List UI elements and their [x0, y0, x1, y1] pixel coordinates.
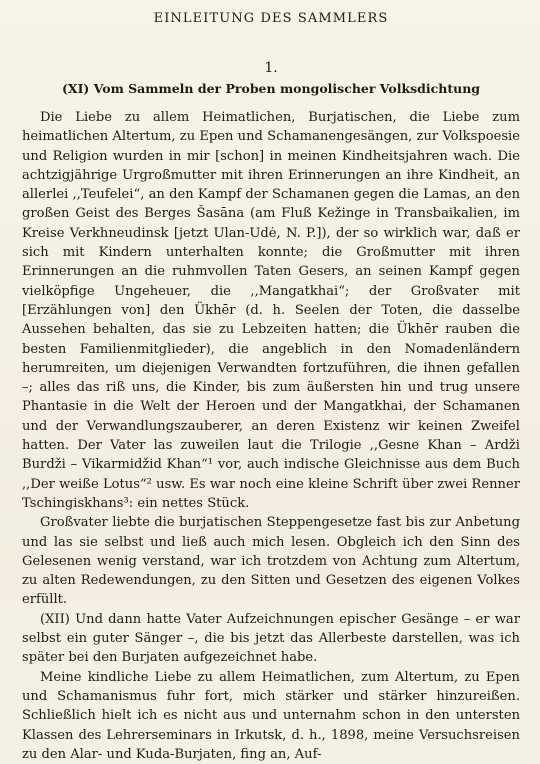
section-number: 1. [264, 60, 278, 76]
section-title: (XI) Vom Sammeln der Proben mongolischer Volksdichtung [61, 81, 481, 96]
paragraph: Meine kindliche Liebe zu allem Heimatlichen, zum Altertum, zu Epen und Schamanismus fuhr fort, mich stärker und stärker hinzureißen. Schließlich hielt ich es nicht aus und unternahm schon in den untersten Klassen des Lehrerseminars in Irkutsk, d. h., 1898, meine Versuchsreisen zu den Alar- und Kuda-Burjaten, fing an, Auf- [22, 669, 520, 762]
paragraph: Die Liebe zu allem Heimatlichen, Burjatischen, die Liebe zum heimatlichen Altertum, zu Epen und Schamanengesängen, zur Volkspoesie und Religion wurden in mir [schon] in meinen Kindheitsjahren wach. Die achtzigjährige Urgroßmutter mit ihren Erinnerungen an ihre Kindheit, an allerlei ,,Teufelei“, an den Kampf der Schamanen gegen die Lamas, an den großen Geist des Berges Šasāna (am Fluß Kežinge in Transbaikalien, im Kreise Verkhneudinsk [jetzt Ulan-Udė, N. P.]), der so wirklich war, daß er sich mit Kindern unterhalten konnte; die Großmutter mit ihren Erinnerungen an die ruhmvollen Taten Gesers, an seinen Kampf gegen vielköpfige Ungeheuer, die ,,Mangatkhai“; der Großvater mit [Erzählungen von] den Ükhēr (d. h. Seelen der Toten, die dasselbe Aussehen behalten, das sie zu Lebzeiten hatten; die Ükhēr rauben die besten Familienmitglieder), die angeblich in den Nomadenländern herumreiten, um diejenigen Verwandten fortzuführen, die ihnen gefallen –; alles das riß uns, die Kinder, bis zum äußersten hin und trug unsere Phantasie in die Welt der Heroen und der Mangatkhai, der Schamanen und der Verwandlungszauberer, an deren Existenz wir keinen Zweifel hatten. Der Vater las zuweilen laut die Trilogie ,,Gesne Khan – Ardži Burdži – Vikarmidžid Khan“¹ vor, auch indische Gleichnisse aus dem Buch ,,Der weiße Lotus“² usw. Es war noch eine kleine Schrift über zwei Renner Tschingiskhans³: ein nettes Stück. [22, 110, 520, 511]
paragraph: (XII) Und dann hatte Vater Aufzeichnungen epischer Gesänge – er war selbst ein guter Sänger –, die bis jetzt das Allerbeste darstellen, was ich später bei den Burjaten aufgezeichnet habe. [22, 611, 520, 666]
running-head: EINLEITUNG DES SAMMLERS [153, 11, 389, 26]
body-text [22, 108, 520, 764]
paragraph: Großvater liebte die burjatischen Steppengesetze fast bis zur Anbetung und las sie selbst und ließ auch mich lesen. Obgleich ich den Sinn des Gelesenen wenig verstand, war ich trotzdem von Achtung zum Altertum, zu alten Redewendungen, zu den Sitten und Gesetzen des eigenen Volkes erfüllt. [22, 515, 520, 608]
